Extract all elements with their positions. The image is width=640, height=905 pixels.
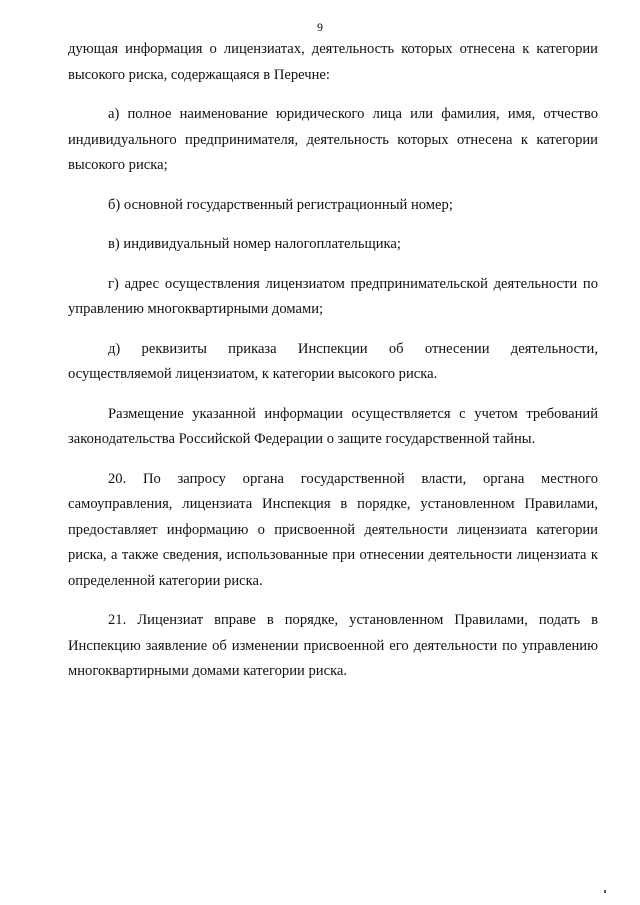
paragraph-continuation: дующая информация о лицензиатах, деятельность которых отнесена к категории высокого риска, содержащаяся в Перечне:	[68, 41, 598, 83]
paragraph-20: 20. По запросу органа государственной власти, органа местного самоуправления, лицензиата Инспекция в порядке, установленном Правилами, предоставляет информацию о присвоенной деятельности лицензиата категории риска, а также сведения, использованные при отнесении деятельности лицензиата к определенной категории риска.	[68, 470, 598, 589]
paragraph-placement: Размещение указанной информации осуществляется с учетом требований законодательства Российской Федерации о защите государственной тайны.	[68, 405, 598, 447]
page-number: 9	[317, 20, 323, 34]
paragraph-item-d: д) реквизиты приказа Инспекции об отнесении деятельности, осуществляемой лицензиатом, к категории высокого риска.	[68, 340, 598, 382]
paragraph-item-a: а) полное наименование юридического лица или фамилия, имя, отчество индивидуального предпринимателя, деятельность которых отнесена к категории высокого риска;	[68, 106, 598, 173]
paragraph-item-g: г) адрес осуществления лицензиатом предпринимательской деятельности по управлению многоквартирными домами;	[68, 275, 598, 317]
scan-speck	[604, 890, 606, 893]
paragraph-item-v: в) индивидуальный номер налогоплательщика;	[108, 236, 401, 252]
paragraph-21: 21. Лицензиат вправе в порядке, установленном Правилами, подать в Инспекцию заявление об изменении присвоенной его деятельности по управлению многоквартирными домами категории риска.	[68, 612, 598, 679]
document-body	[68, 37, 598, 699]
paragraph-item-b: б) основной государственный регистрационный номер;	[108, 196, 453, 213]
